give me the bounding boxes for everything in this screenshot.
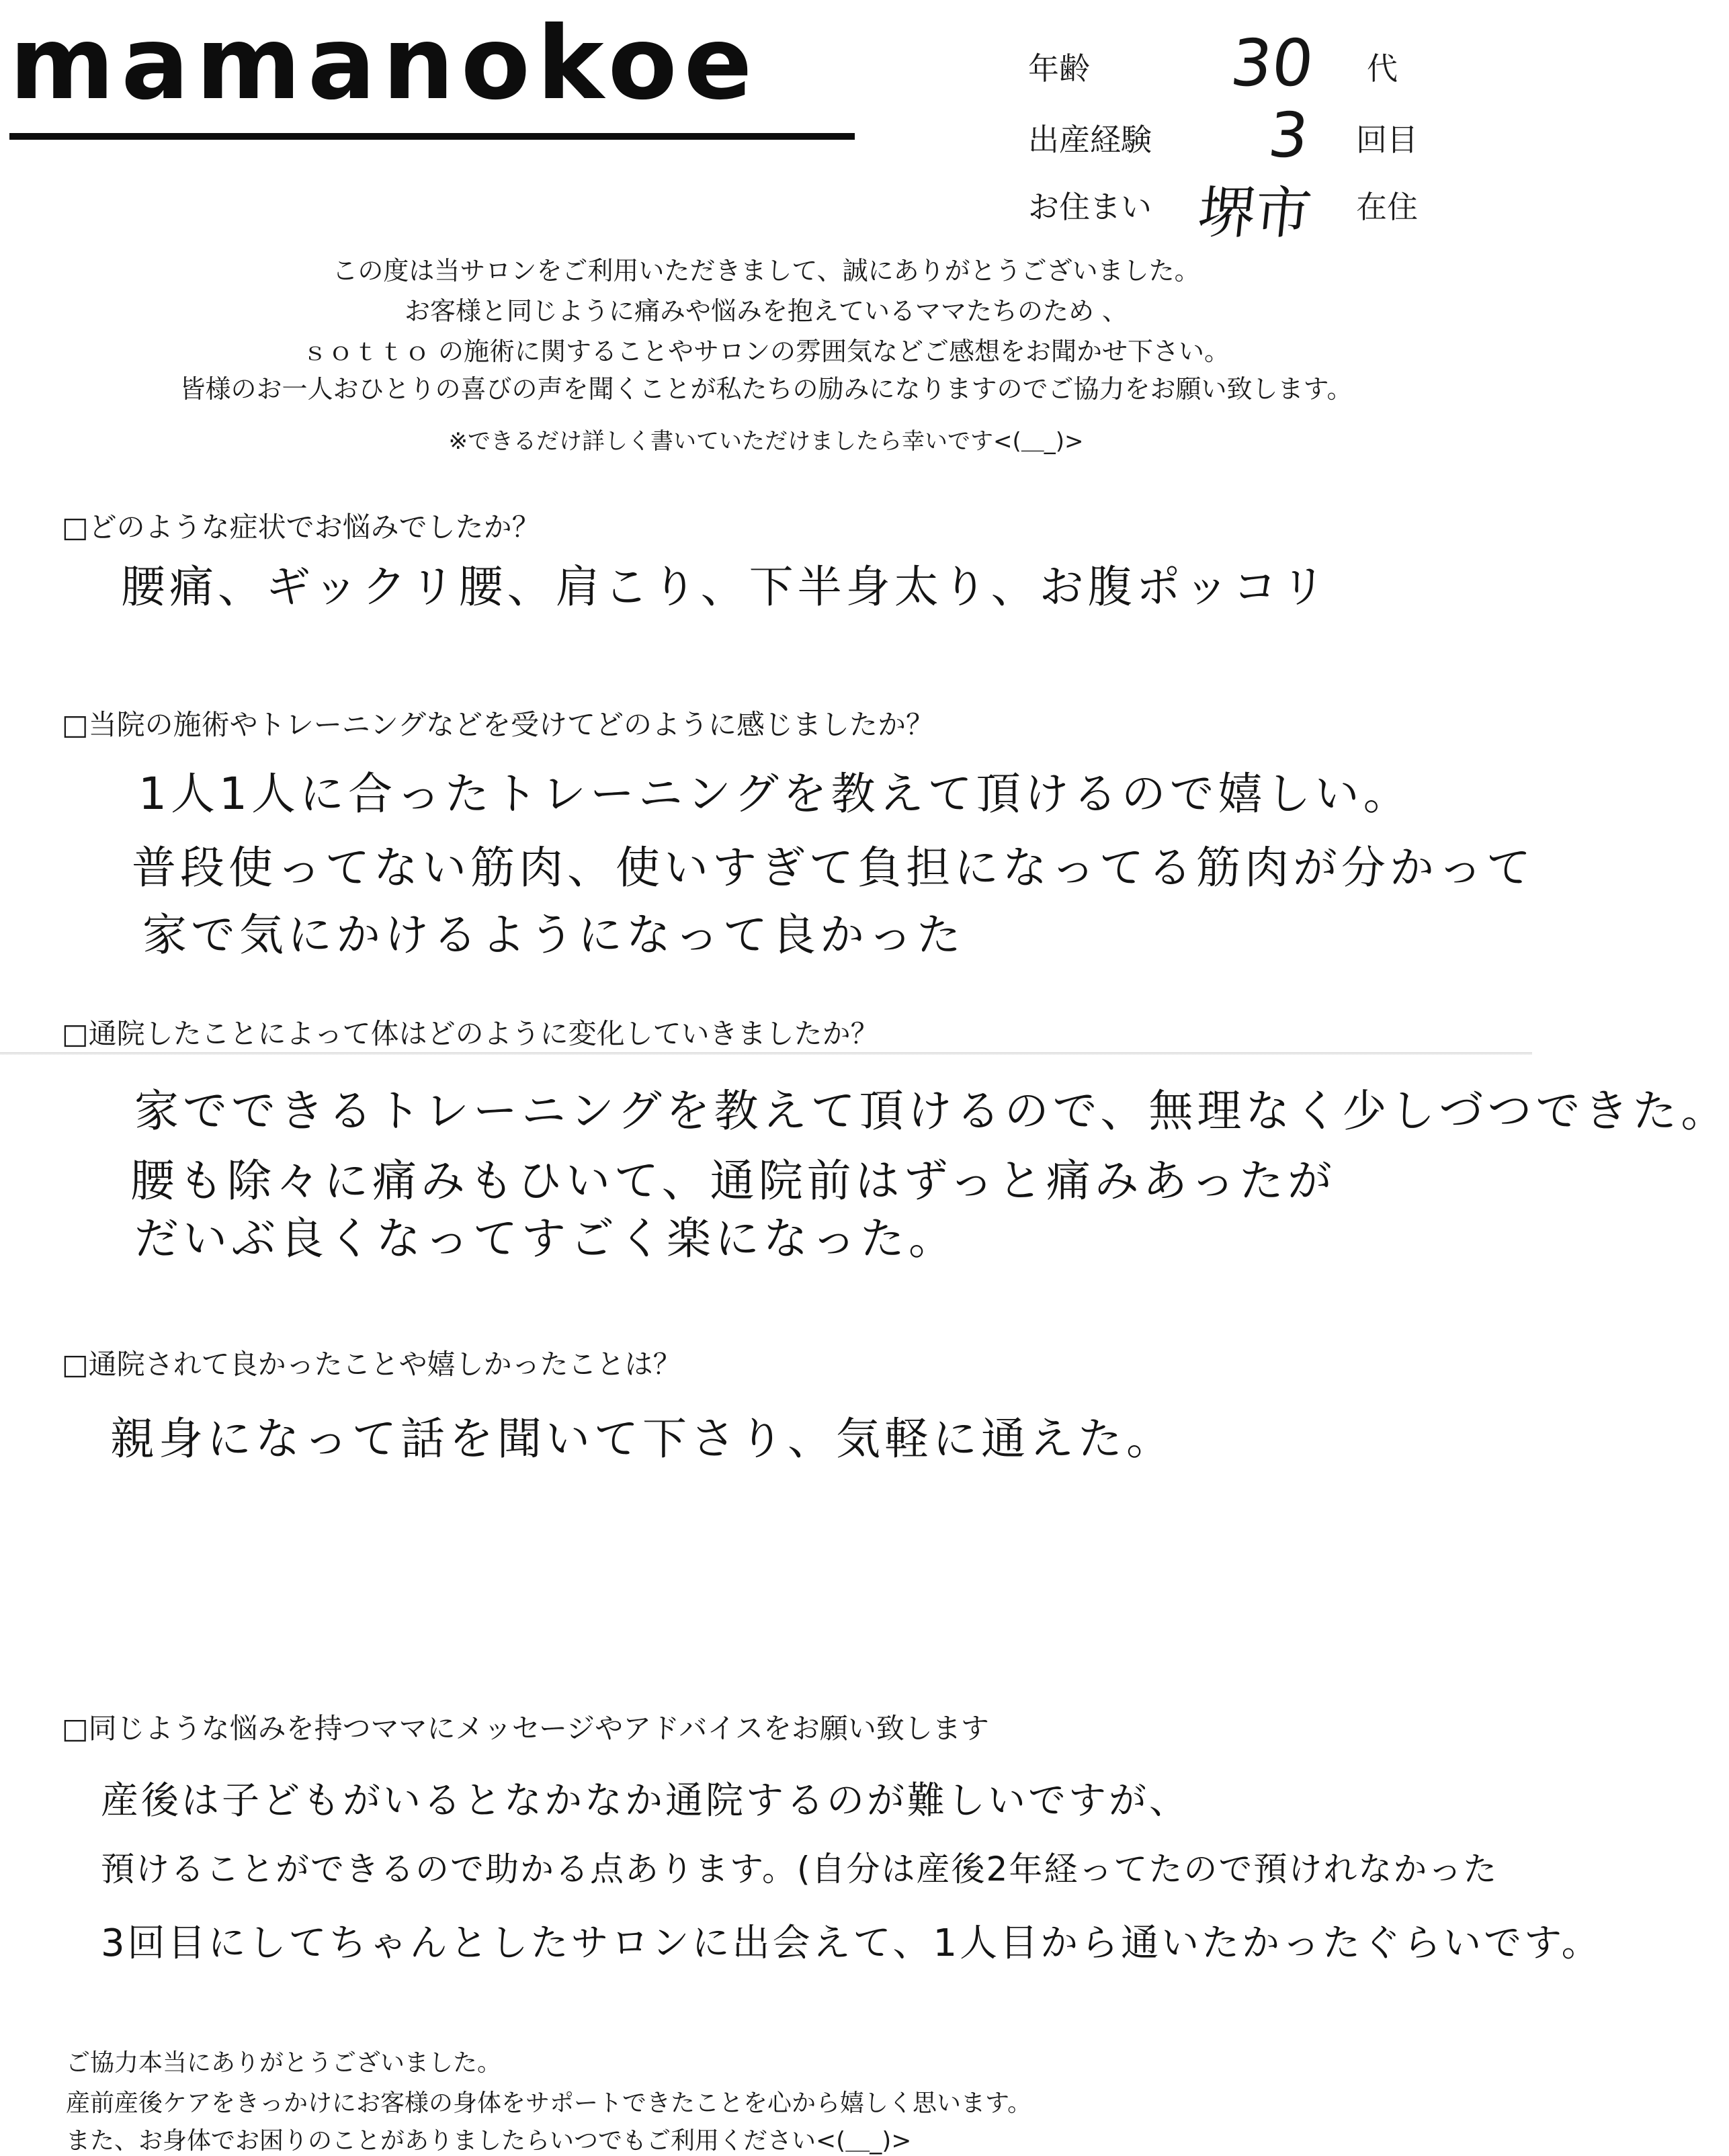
age-unit: 代 xyxy=(1367,50,1398,87)
logo-underline xyxy=(9,133,855,140)
answer-changes-line: だいぶ良くなってすごく楽になった。 xyxy=(134,1213,957,1264)
intro-note: ※できるだけ詳しく書いていただけましたら幸いです<(＿_)> xyxy=(448,428,1084,455)
answer-impressions-line: 普段使ってない筋肉、使いすぎて負担になってる筋肉が分かって xyxy=(132,842,1535,894)
answer-advice-line: 産後は子どもがいるとなかなか通院するのが難しいですが、 xyxy=(101,1779,1189,1823)
answer-changes-line: 家でできるトレーニングを教えて頂けるので、無理なく少しづつできた。 xyxy=(134,1085,1729,1137)
question-impressions: □当院の施術やトレーニングなどを受けてどのように感じましたか？ xyxy=(62,708,935,741)
closing-line: 産前産後ケアをきっかけにお客様の身体をサポートできたことを心から嬉しく思います。 xyxy=(66,2089,1032,2117)
brand-logo: mamanokoe xyxy=(9,5,759,122)
residence-label: お住まい xyxy=(1028,189,1152,225)
births-unit: 回目 xyxy=(1356,122,1418,158)
intro-line: ｓｏｔｔｏ の施術に関することやサロンの雰囲気などご感想をお聞かせ下さい。 xyxy=(302,337,1230,366)
births-label: 出産経験 xyxy=(1028,122,1152,158)
answer-impressions-line: 家で気にかけるようになって良かった xyxy=(142,909,965,961)
answer-good-points: 親身になって話を聞いて下さり、気軽に通えた。 xyxy=(110,1413,1175,1465)
intro-line: この度は当サロンをご利用いただきまして、誠にありがとうございました。 xyxy=(332,256,1200,286)
question-symptoms: □どのような症状でお悩みでしたか？ xyxy=(62,511,540,544)
question-changes: □通院したことによって体はどのように変化していきましたか？ xyxy=(62,1017,879,1050)
question-good-points: □通院されて良かったことや嬉しかったことは？ xyxy=(62,1348,681,1381)
births-value: 3 xyxy=(1265,99,1312,171)
answer-advice-line: 預けることができるので助かる点あります。(自分は産後2年経ってたので預けれなかった xyxy=(101,1850,1499,1889)
age-value: 30 xyxy=(1227,26,1318,101)
paper-fold-line xyxy=(0,1052,1532,1055)
age-label: 年齢 xyxy=(1028,50,1090,87)
answer-symptoms: 腰痛、ギックリ腰、肩こり、下半身太り、お腹ポッコリ xyxy=(121,561,1330,613)
intro-line: お客様と同じように痛みや悩みを抱えているママたちのため 、 xyxy=(404,296,1128,326)
closing-line: ご協力本当にありがとうございました。 xyxy=(66,2049,502,2077)
answer-impressions-line: 1人1人に合ったトレーニングを教えて頂けるので嬉しい。 xyxy=(138,768,1412,820)
answer-advice-line: 3回目にしてちゃんとしたサロンに出会えて、1人目から通いたかったぐらいです。 xyxy=(101,1922,1602,1965)
closing-line: また、お身体でお困りのことがありましたらいつでもご利用ください<(＿_)> xyxy=(66,2127,912,2155)
residence-unit: 在住 xyxy=(1356,189,1418,225)
question-advice: □同じような悩みを持つママにメッセージやアドバイスをお願い致します xyxy=(62,1712,989,1745)
answer-changes-line: 腰も除々に痛みもひいて、通院前はずっと痛みあったが xyxy=(130,1155,1337,1207)
residence-value: 堺市 xyxy=(1195,180,1315,246)
intro-line: 皆様のお一人おひとりの喜びの声を聞くことが私たちの励みになりますのでご協力をお願い致します。 xyxy=(179,374,1353,404)
